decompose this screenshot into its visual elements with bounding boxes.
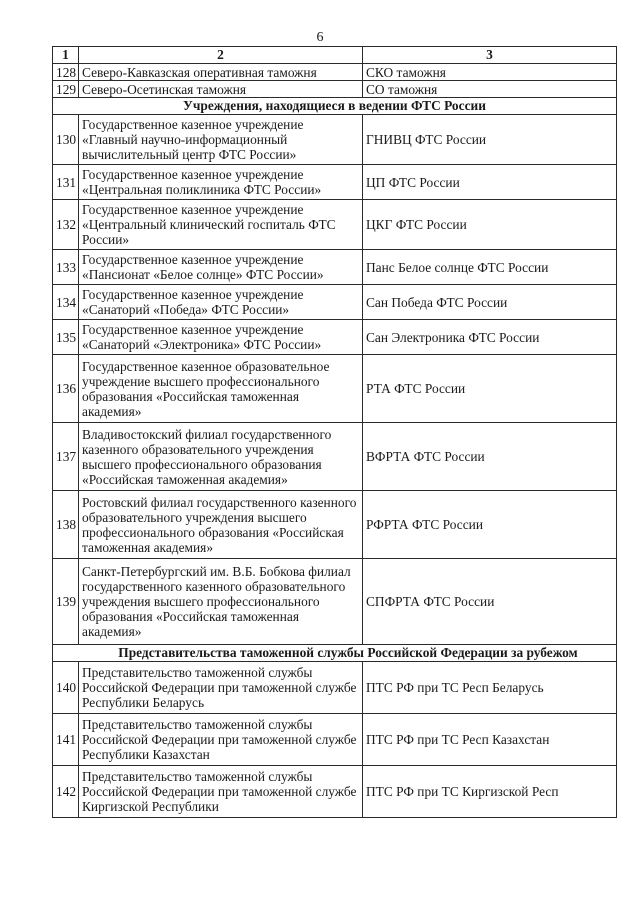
row-full-name: Представительство таможенной службы Российской Федерации при таможенной службе Киргизской Республики (79, 766, 363, 818)
row-short-name: Панс Белое солнце ФТС России (363, 250, 617, 285)
page-number: 6 (316, 30, 324, 45)
section-heading-representations: Представительства таможенной службы Российской Федерации за рубежом (53, 645, 617, 662)
row-short-name: ПТС РФ при ТС Киргизской Респ (363, 766, 617, 818)
row-full-name: Владивостокский филиал государственного казенного образовательного учреждения высшего профессионального образования «Российская таможенная академия» (79, 423, 363, 491)
row-number: 136 (53, 355, 79, 423)
row-full-name: Санкт-Петербургский им. В.Б. Бобкова филиал государственного казенного образовательного учреждения высшего профессионального образования «Российская таможенная академия» (79, 559, 363, 645)
row-number: 132 (53, 200, 79, 250)
table-row (53, 355, 617, 423)
row-full-name: Государственное казенное образовательное учреждение высшего профессионального образования «Российская таможенная академия» (79, 355, 363, 423)
row-full-name: Государственное казенное учреждение «Центральная поликлиника ФТС России» (79, 165, 363, 200)
row-short-name: ВФРТА ФТС России (363, 423, 617, 491)
row-number: 140 (53, 662, 79, 714)
row-short-name: ПТС РФ при ТС Респ Казахстан (363, 714, 617, 766)
table-row (53, 250, 617, 285)
row-short-name: Сан Победа ФТС России (363, 285, 617, 320)
row-number: 129 (53, 81, 79, 98)
row-full-name: Представительство таможенной службы Российской Федерации при таможенной службе Республики Беларусь (79, 662, 363, 714)
row-short-name: ЦП ФТС России (363, 165, 617, 200)
row-short-name: СПФРТА ФТС России (363, 559, 617, 645)
row-number: 131 (53, 165, 79, 200)
table-row (53, 81, 617, 98)
table-row (53, 200, 617, 250)
row-number: 128 (53, 64, 79, 81)
header-col-1: 1 (53, 47, 79, 64)
row-short-name: РФРТА ФТС России (363, 491, 617, 559)
section-heading-row (53, 98, 617, 115)
table-row (53, 320, 617, 355)
table-row (53, 491, 617, 559)
row-short-name: ЦКГ ФТС России (363, 200, 617, 250)
row-short-name: РТА ФТС России (363, 355, 617, 423)
row-full-name: Государственное казенное учреждение «Главный научно-информационный вычислительный центр ФТС России» (79, 115, 363, 165)
table-row (53, 714, 617, 766)
table-row (53, 423, 617, 491)
row-full-name: Северо-Осетинская таможня (79, 81, 363, 98)
row-full-name: Представительство таможенной службы Российской Федерации при таможенной службе Республики Казахстан (79, 714, 363, 766)
table-row (53, 662, 617, 714)
row-full-name: Ростовский филиал государственного казенного образовательного учреждения высшего профессионального образования «Российская таможенная академия» (79, 491, 363, 559)
section-heading-row (53, 645, 617, 662)
table-row (53, 559, 617, 645)
row-full-name: Государственное казенное учреждение «Пансионат «Белое солнце» ФТС России» (79, 250, 363, 285)
row-number: 137 (53, 423, 79, 491)
header-col-2: 2 (79, 47, 363, 64)
row-number: 142 (53, 766, 79, 818)
row-number: 141 (53, 714, 79, 766)
organizations-table (52, 46, 617, 818)
row-short-name: Сан Электроника ФТС России (363, 320, 617, 355)
row-full-name: Государственное казенное учреждение «Санаторий «Победа» ФТС России» (79, 285, 363, 320)
row-number: 139 (53, 559, 79, 645)
table-row (53, 115, 617, 165)
row-short-name: ГНИВЦ ФТС России (363, 115, 617, 165)
row-short-name: ПТС РФ при ТС Респ Беларусь (363, 662, 617, 714)
header-col-3: 3 (363, 47, 617, 64)
row-number: 138 (53, 491, 79, 559)
row-full-name: Северо-Кавказская оперативная таможня (79, 64, 363, 81)
row-number: 133 (53, 250, 79, 285)
table-row (53, 64, 617, 81)
row-full-name: Государственное казенное учреждение «Центральный клинический госпиталь ФТС России» (79, 200, 363, 250)
row-short-name: СО таможня (363, 81, 617, 98)
row-number: 130 (53, 115, 79, 165)
table-row (53, 766, 617, 818)
row-short-name: СКО таможня (363, 64, 617, 81)
section-heading-institutions: Учреждения, находящиеся в ведении ФТС России (53, 98, 617, 115)
table-row (53, 165, 617, 200)
row-number: 135 (53, 320, 79, 355)
row-full-name: Государственное казенное учреждение «Санаторий «Электроника» ФТС России» (79, 320, 363, 355)
row-number: 134 (53, 285, 79, 320)
table-row (53, 285, 617, 320)
table-header-row (53, 47, 617, 64)
